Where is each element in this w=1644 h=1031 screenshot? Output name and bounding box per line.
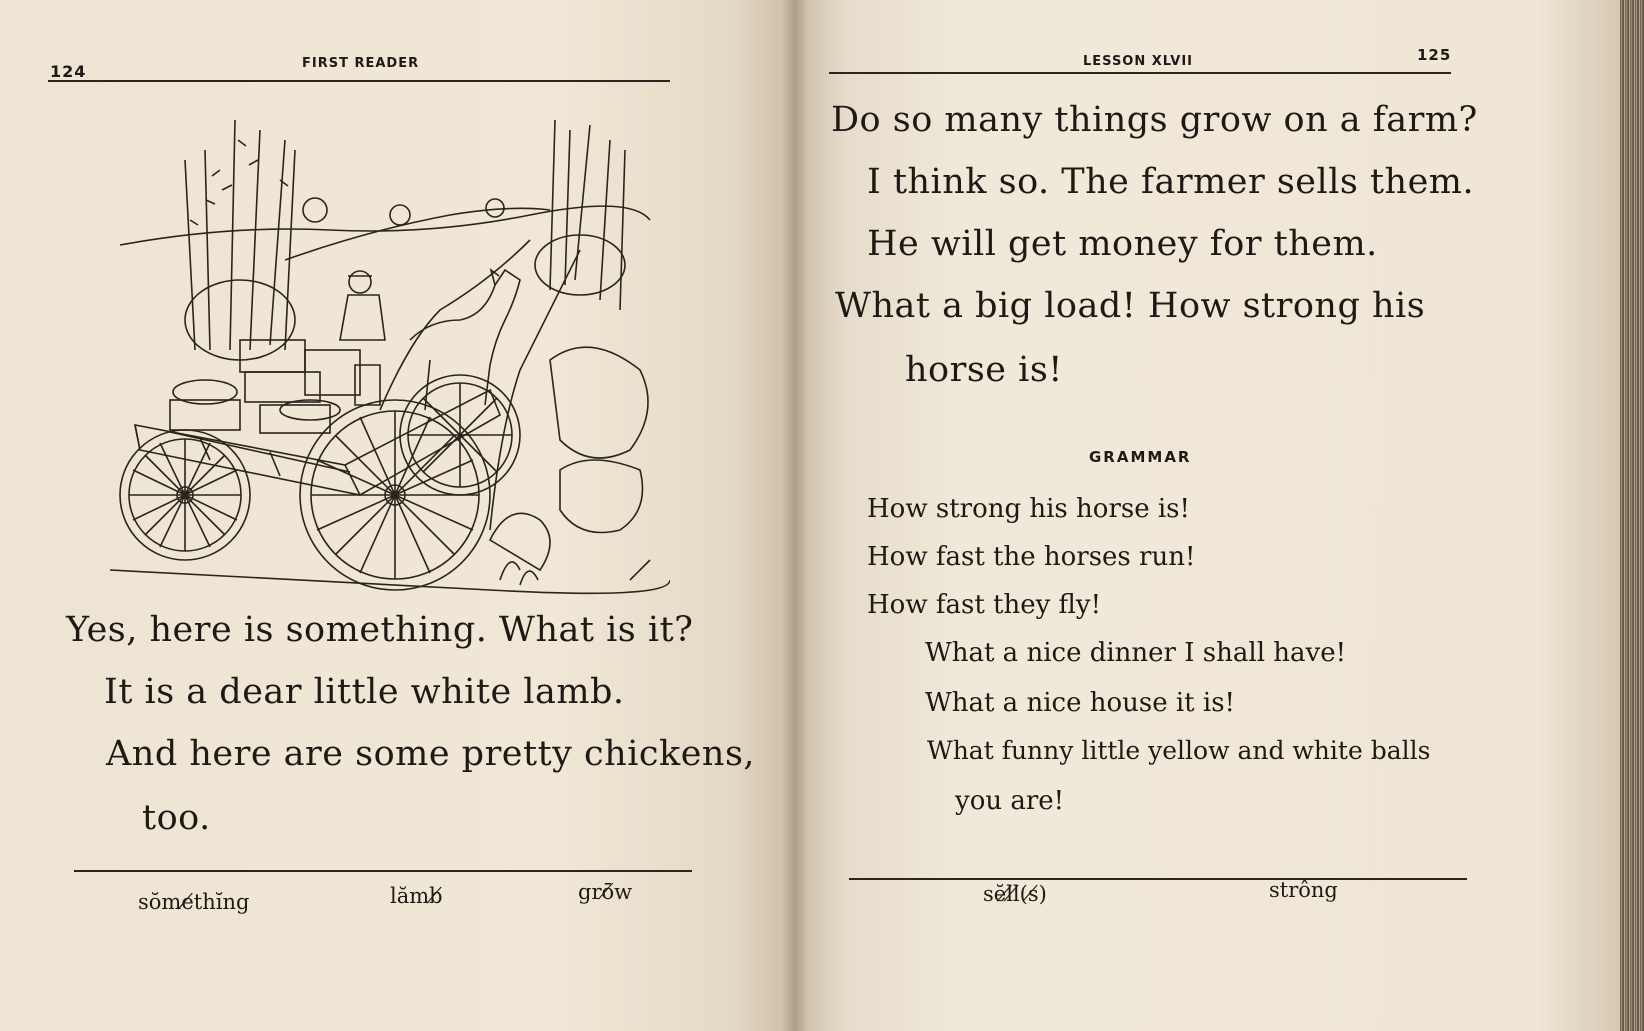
vocab-word: sŏme̸thĭng [138,890,250,914]
farm-wagon-illustration [110,110,670,630]
left-page [0,0,795,1031]
right-running-head: LESSON XLVII [1083,54,1194,69]
grammar-heading: GRAMMAR [1089,448,1192,466]
page-edges [1620,0,1644,1031]
right-page [795,0,1620,1031]
left-header-rule [48,80,670,82]
right-text-line: I think so. The farmer sells them. [867,162,1475,202]
right-header-rule [829,72,1451,74]
book-gutter [782,0,808,1031]
right-text-line: He will get money for them. [867,224,1378,264]
right-text-line: horse is! [905,350,1063,390]
vocab-word: sĕl̸l̸(s̸) [983,882,1047,906]
grammar-line: What funny little yellow and white balls [927,736,1431,765]
right-page-number: 125 [1417,46,1452,64]
right-text-line: Do so many things grow on a farm? [831,100,1478,140]
grammar-line: How fast the horses run! [867,542,1196,572]
left-text-line: And here are some pretty chickens, [106,734,756,774]
right-text-line: What a big load! How strong his [835,286,1426,326]
left-text-line: It is a dear little white lamb. [104,672,625,712]
left-page-number: 124 [50,62,87,81]
grammar-line: What a nice dinner I shall have! [925,638,1347,668]
left-footer-rule [74,870,692,872]
grammar-line: How fast they fly! [867,590,1102,620]
left-text-line: too. [142,798,211,838]
vocab-word: lămb̸ [390,884,443,908]
vocab-word: grō̸w [578,880,633,904]
grammar-line: you are! [955,786,1065,816]
left-text-line: Yes, here is something. What is it? [66,610,694,650]
grammar-line: How strong his horse is! [867,494,1190,524]
vocab-word: strông [1269,878,1338,902]
left-running-head: FIRST READER [302,56,420,71]
right-footer-rule [849,878,1467,880]
grammar-line: What a nice house it is! [925,688,1235,718]
